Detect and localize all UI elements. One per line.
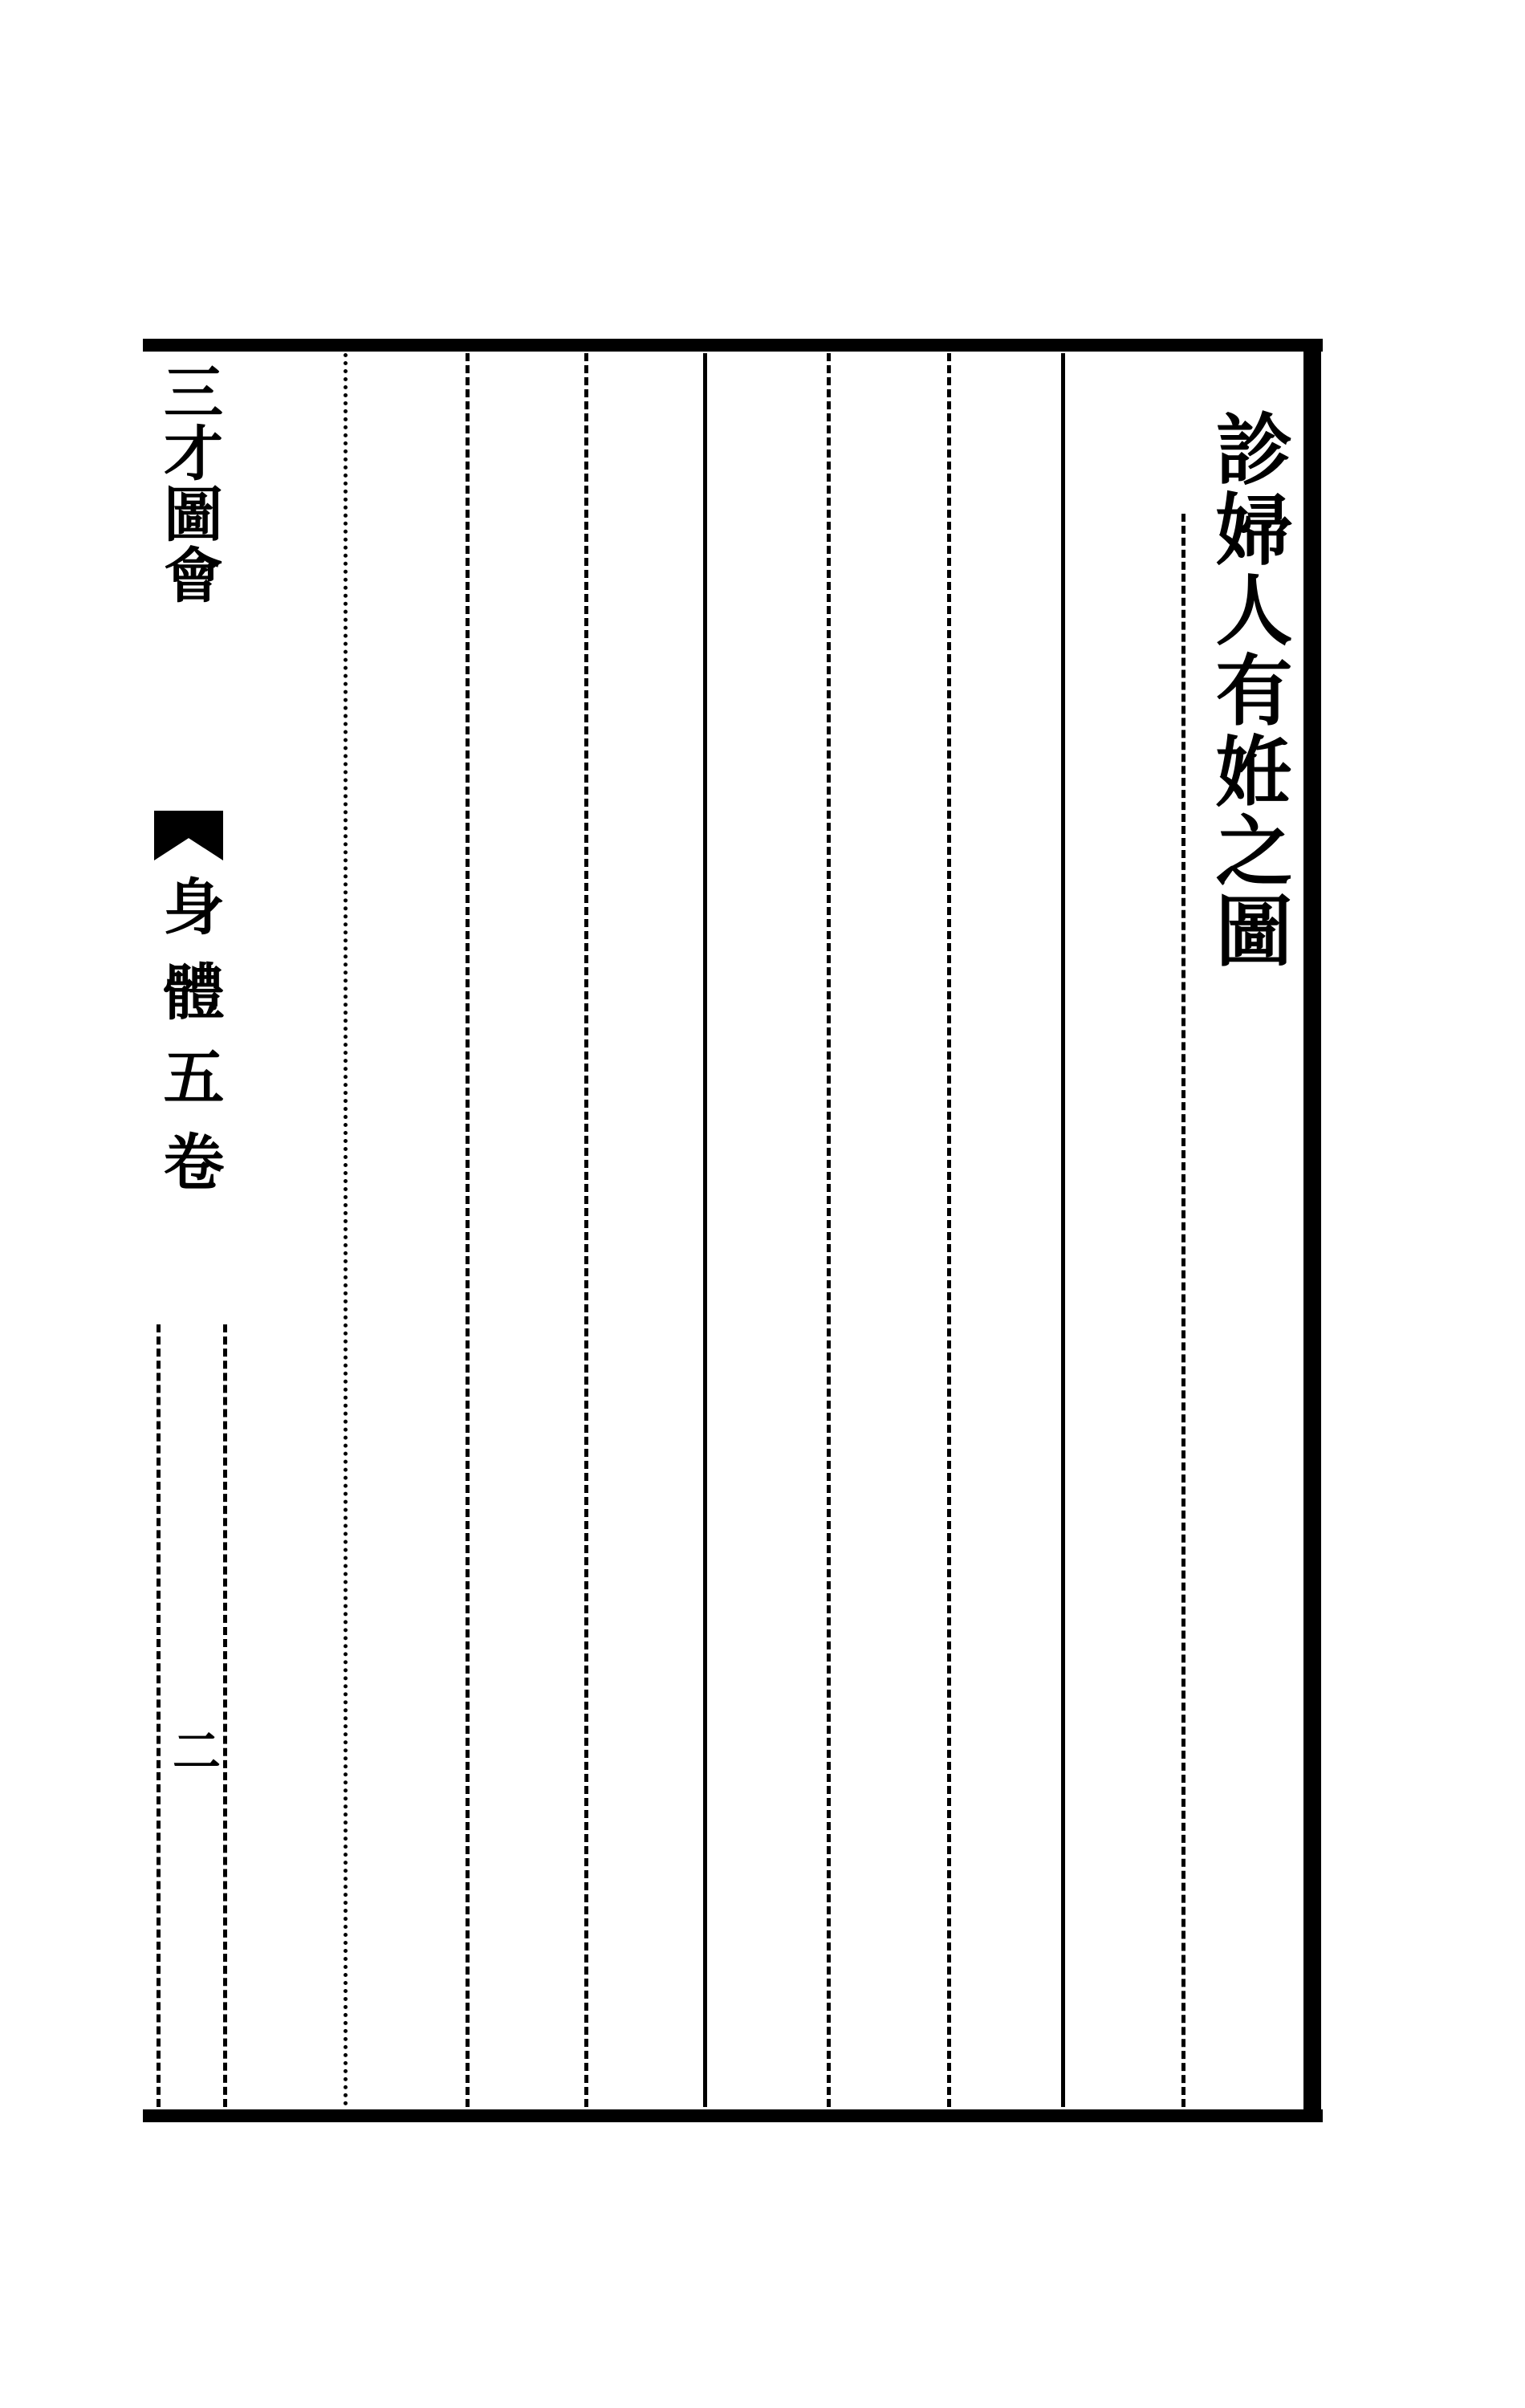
page-title: 診婦人有姙之圖	[1203, 409, 1294, 971]
column-rule	[584, 353, 588, 2107]
column-rule	[947, 353, 951, 2107]
column-rule	[827, 353, 831, 2107]
column-rule	[703, 353, 707, 2107]
column-rule	[466, 353, 470, 2107]
fish-tail-mark-icon	[154, 811, 223, 860]
margin-section-label: 身體五卷	[153, 875, 225, 1215]
frame-top-border	[143, 339, 1323, 352]
frame-bottom-border	[143, 2109, 1323, 2122]
column-rule	[344, 353, 348, 2107]
column-rule	[1181, 514, 1185, 2107]
frame-right-border	[1303, 339, 1321, 2122]
margin-left-rule	[157, 1324, 161, 2107]
margin-page-number: 二	[165, 1726, 221, 1774]
column-rule	[1061, 353, 1065, 2107]
margin-book-title: 三才圖會	[154, 361, 223, 605]
margin-column-rule	[223, 1324, 227, 2107]
